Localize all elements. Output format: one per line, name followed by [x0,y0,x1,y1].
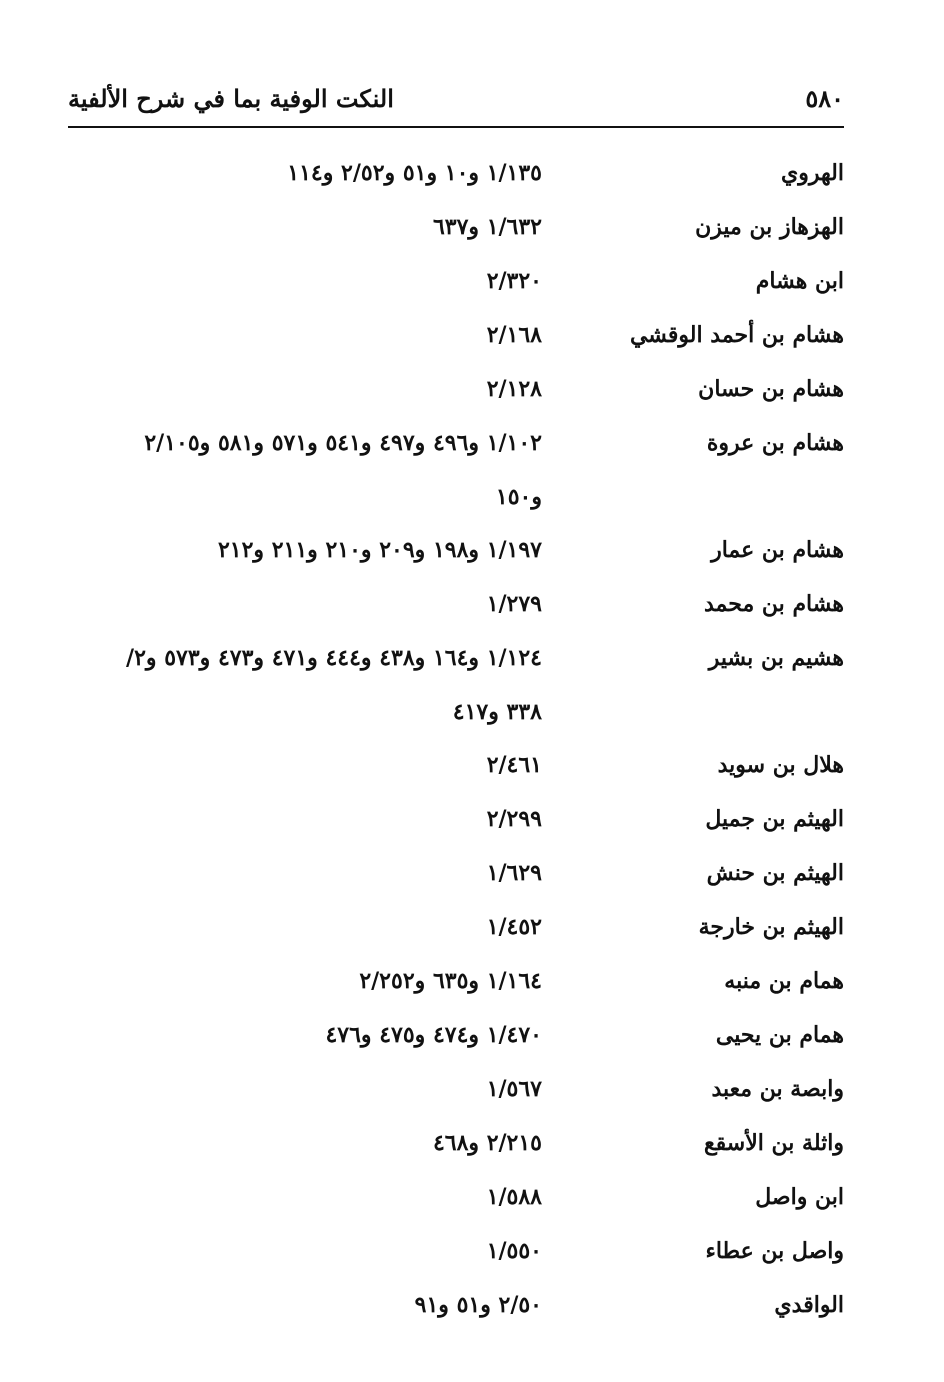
entry-references: ٢/٣٢٠ [486,268,542,294]
entry-references: ١/١٩٧ و١٩٨ و٢٠٩ و٢١٠ و٢١١ و٢١٢ [217,537,542,563]
entry-references: ٢/٤٦١ [486,752,542,778]
entry-references: ١/٥٨٨ [486,1184,542,1210]
page-number: ٥٨٠ [805,84,844,113]
entry-references: ١/١٣٥ و١٠ و٥١ و٢/٥٢ و١١٤ [287,160,542,186]
entry-name: هلال بن سويد [717,752,844,778]
entry-references: ١/٦٣٢ و٦٣٧ [432,214,542,240]
entry-name: هشام بن عمار [711,537,844,563]
entry-name: وابصة بن معبد [711,1076,844,1102]
entry-name: الهزهاز بن ميزن [695,214,844,240]
entry-name: هشيم بن بشير [708,645,844,671]
index-entry [55,747,844,783]
index-entry [55,1287,844,1323]
entry-references-block [55,425,542,515]
running-header [68,80,844,120]
entry-references: ٢/١٢٨ [486,376,542,402]
entry-name: الهيثم بن جميل [705,806,844,832]
index-entry [55,1233,844,1269]
index-entry [55,425,844,515]
index-entry [55,209,844,245]
book-title: النكت الوفية بما في شرح الألفية [68,84,394,113]
entry-name: همام بن منبه [724,968,844,994]
index-entry [55,801,844,837]
entry-name: ابن واصل [755,1184,844,1210]
entry-references: ١/٢٧٩ [486,591,542,617]
entry-name: واصل بن عطاء [705,1238,844,1264]
entry-name: هشام بن حسان [698,376,844,402]
entry-references: ٢/١٦٨ [486,322,542,348]
index-entry [55,1125,844,1161]
name-index-list [55,155,844,1341]
header-divider [68,126,844,128]
entry-name: همام بن يحيى [715,1022,844,1048]
entry-name: الواقدي [774,1292,844,1318]
entry-references-continuation: ٣٣٨ و٤١٧ [452,699,542,725]
index-entry [55,1071,844,1107]
entry-name: الهيثم بن خارجة [698,914,844,940]
entry-references: ٢/٢١٥ و٤٦٨ [432,1130,542,1156]
entry-references: ٢/٢٩٩ [486,806,542,832]
entry-name: ابن هشام [755,268,844,294]
entry-references: ١/٤٧٠ و٤٧٤ و٤٧٥ و٤٧٦ [325,1022,542,1048]
entry-name: هشام بن أحمد الوقشي [629,322,844,348]
index-entry [55,371,844,407]
entry-references: ١/١٠٢ و٤٩٦ و٤٩٧ و٥٤١ و٥٧١ و٥٨١ و٢/١٠٥ [144,430,542,456]
entry-references-block [55,640,542,730]
index-entry [55,909,844,945]
index-entry [55,963,844,999]
entry-references: ١/١٦٤ و٦٣٥ و٢/٢٥٢ [359,968,542,994]
entry-name: الهروي [781,160,844,186]
index-entry [55,855,844,891]
index-entry [55,317,844,353]
entry-name: هشام بن محمد [704,591,844,617]
entry-references-continuation: و١٥٠ [495,484,542,510]
entry-references: ١/٥٦٧ [486,1076,542,1102]
entry-references: ١/٥٥٠ [486,1238,542,1264]
index-entry [55,1179,844,1215]
entry-name: واثلة بن الأسقع [703,1130,844,1156]
index-entry [55,586,844,622]
index-entry [55,532,844,568]
index-entry [55,640,844,730]
entry-name: هشام بن عروة [706,430,844,456]
index-entry [55,1017,844,1053]
entry-references: ١/٦٢٩ [486,860,542,886]
entry-references: ١/١٢٤ و١٦٤ و٤٣٨ و٤٤٤ و٤٧١ و٤٧٣ و٥٧٣ و٢/ [126,645,542,671]
entry-name: الهيثم بن حنش [706,860,844,886]
entry-references: ٢/٥٠ و٥١ و٩١ [414,1292,542,1318]
index-entry [55,155,844,191]
index-entry [55,263,844,299]
entry-references: ١/٤٥٢ [486,914,542,940]
